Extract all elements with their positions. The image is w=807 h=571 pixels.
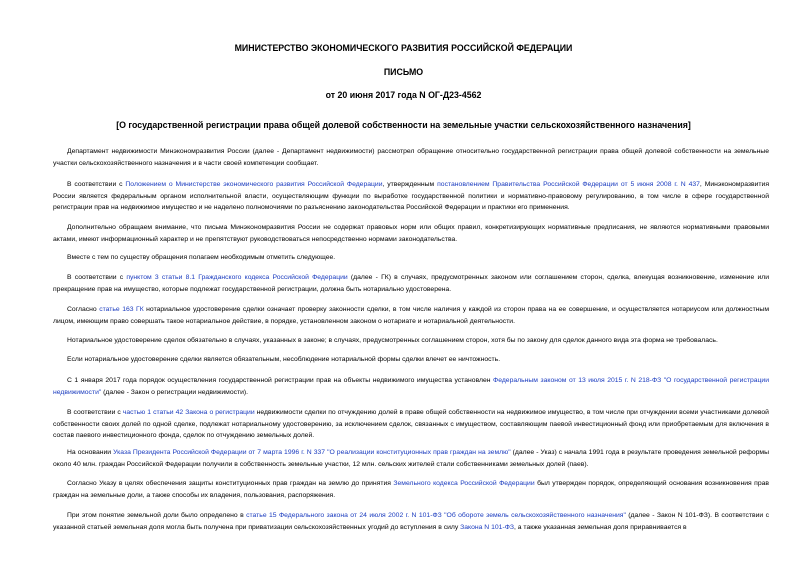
document-link[interactable]: Указа Президента Российской Федерации от 7 марта 1996 г. N 337 "О реализации конституционных прав граждан на землю" <box>113 449 511 456</box>
paragraph-text: Вместе с тем по существу обращения полагаем необходимым отметить следующее. <box>67 254 336 261</box>
document-link[interactable]: Земельного кодекса Российской Федерации <box>393 480 535 487</box>
paragraph-text: С 1 января 2017 года порядок осуществления государственной регистрации прав на объекты недвижимого имущества установлен <box>67 377 494 384</box>
paragraph <box>53 375 769 398</box>
paragraph-text: недвижимости сделки по отчуждению долей в праве общей собственности на недвижимое имущество, в том числе при отчуждении всеми участниками долевой собственности своих долей по одной сделке, подлежат нотариальному удостоверению, за исключением сделок, связанных с имуществом, составляющим паевой инвестиционный фонд или приобретаемым для включения в состав паевого инвестиционного фонда, сделок по отчуждению земельных долей. <box>53 409 769 439</box>
paragraph-text: В соответствии с <box>67 274 127 281</box>
paragraph <box>53 447 769 470</box>
paragraph-text: Согласно <box>67 306 100 313</box>
document-type: ПИСЬМО <box>383 67 424 77</box>
paragraph <box>53 335 769 347</box>
document-subject: [О государственной регистрации права общей долевой собственности на земельные участки сельскохозяйственного назначения] <box>116 120 691 130</box>
document-link[interactable]: частью 1 статьи 42 Закона о регистрации <box>122 409 255 416</box>
paragraph-text: был утвержден порядок, определяющий основания возникновения прав граждан на земельные доли, а также способы их владения, пользования, распоряжения. <box>53 480 769 499</box>
document-link[interactable]: Федеральным законом от 13 июля 2015 г. N 218-ФЗ "О государственной регистрации недвижимости" <box>53 377 769 396</box>
paragraph-text: Согласно Указу в целях обеспечения защиты конституционных прав граждан на землю до принятия <box>67 480 394 487</box>
paragraph-text: Если нотариальное удостоверение сделки является обязательным, несоблюдение нотариальной формы сделки влечет ее ничтожность. <box>67 356 501 363</box>
document-link[interactable]: Закона N 101-ФЗ <box>460 523 514 531</box>
paragraph-text: Нотариальное удостоверение сделок обязательно в случаях, указанных в законе; в случаях, предусмотренных соглашением сторон, хотя бы по закону для сделок данного вида эта форма не требовалась. <box>67 337 718 344</box>
paragraph-text: (далее - Указ) с начала 1991 года в результате проведения земельной реформы около 40 млн. граждан Российской Федерации получили в собственность земельные участки, 12 млн. сельских жителей стали собственниками земельных долей (паев). <box>53 449 769 468</box>
paragraph-text: Департамент недвижимости Минэкономразвития России (далее - Департамент недвижимости) рассмотрел обращение относительно государственной регистрации права общей долевой собственности на земельные участки сельскохозяйственного назначения и в части своей компетенции сообщает. <box>53 148 769 167</box>
paragraph-text: (далее - Закон о регистрации недвижимости). <box>101 388 249 396</box>
document-link[interactable]: постановлением Правительства Российской Федерации от 5 июня 2008 г. N 437 <box>437 181 700 188</box>
document-link[interactable]: пунктом 3 статьи 8.1 Гражданского кодекса Российской Федерации <box>126 274 348 281</box>
paragraph-text: (далее - Закон N 101-ФЗ). В соответствии с указанной статьей земельная доля могла быть получена при приватизации сельскохозяйственных угодий до вступления в силу <box>53 512 769 531</box>
paragraph-text: (далее - ГК) в случаях, предусмотренных законом или соглашением сторон, сделка, влекущая возникновение, изменение или прекращение прав на имущество, которые подлежат государственной регистрации, должна быть нотариально удостоверена. <box>53 274 770 293</box>
paragraph-text: , утвержденным <box>382 181 438 188</box>
paragraph-text: нотариальное удостоверение сделки означает проверку законности сделки, в том числе наличия у каждой из сторон права на ее совершение, и осуществляется нотариусом или должностным лицом, имеющим право совершать такое нотариальное действие, в порядке, установленном законом о нотариате и нотариальной деятельности. <box>53 306 769 325</box>
paragraph <box>53 146 769 169</box>
paragraph <box>53 179 769 214</box>
document-date-number: от 20 июня 2017 года N ОГ-Д23-4562 <box>325 90 482 100</box>
document-link[interactable]: Положением о Министерстве экономического развития Российской Федерации <box>125 181 383 188</box>
paragraph-text: В соответствии с <box>67 181 126 188</box>
document-link[interactable]: статье 15 Федерального закона от 24 июля 2002 г. N 101-ФЗ "Об обороте земель сельскохозяйственного назначения" <box>246 512 626 519</box>
paragraph <box>53 354 769 366</box>
paragraph-text: На основании <box>67 449 114 456</box>
paragraph <box>53 478 769 501</box>
paragraph <box>53 272 769 295</box>
paragraph <box>53 510 769 533</box>
paragraph-text: , а также указанная земельная доля приравнивается в <box>513 523 687 531</box>
paragraph-text: , Минэкономразвития России является федеральным органом исполнительной власти, осуществляющим функции по выработке государственной политики и нормативно-правовому регулированию, в том числе в сфере государственной регистрации прав на недвижимое имущество и не наделено полномочиями по разъяснению законодательства Российской Федерации и практики его применения. <box>53 181 770 211</box>
ministry-heading: МИНИСТЕРСТВО ЭКОНОМИЧЕСКОГО РАЗВИТИЯ РОССИЙСКОЙ ФЕДЕРАЦИИ <box>234 43 573 53</box>
paragraph <box>53 252 769 264</box>
paragraph <box>53 407 769 442</box>
paragraph <box>53 222 769 245</box>
paragraph <box>53 304 769 327</box>
paragraph-text: В соответствии с <box>67 409 123 416</box>
paragraph-text: Дополнительно обращаем внимание, что письма Минэкономразвития России не содержат правовых норм или общих правил, конкретизирующих нормативные предписания, не являются нормативными правовыми актами, имеют информационный характер и не препятствуют руководствоваться непосредственно нормами законодательства. <box>53 224 769 243</box>
document-link[interactable]: статье 163 ГК <box>99 306 144 313</box>
paragraph-text: При этом понятие земельной доли было определено в <box>67 512 247 519</box>
